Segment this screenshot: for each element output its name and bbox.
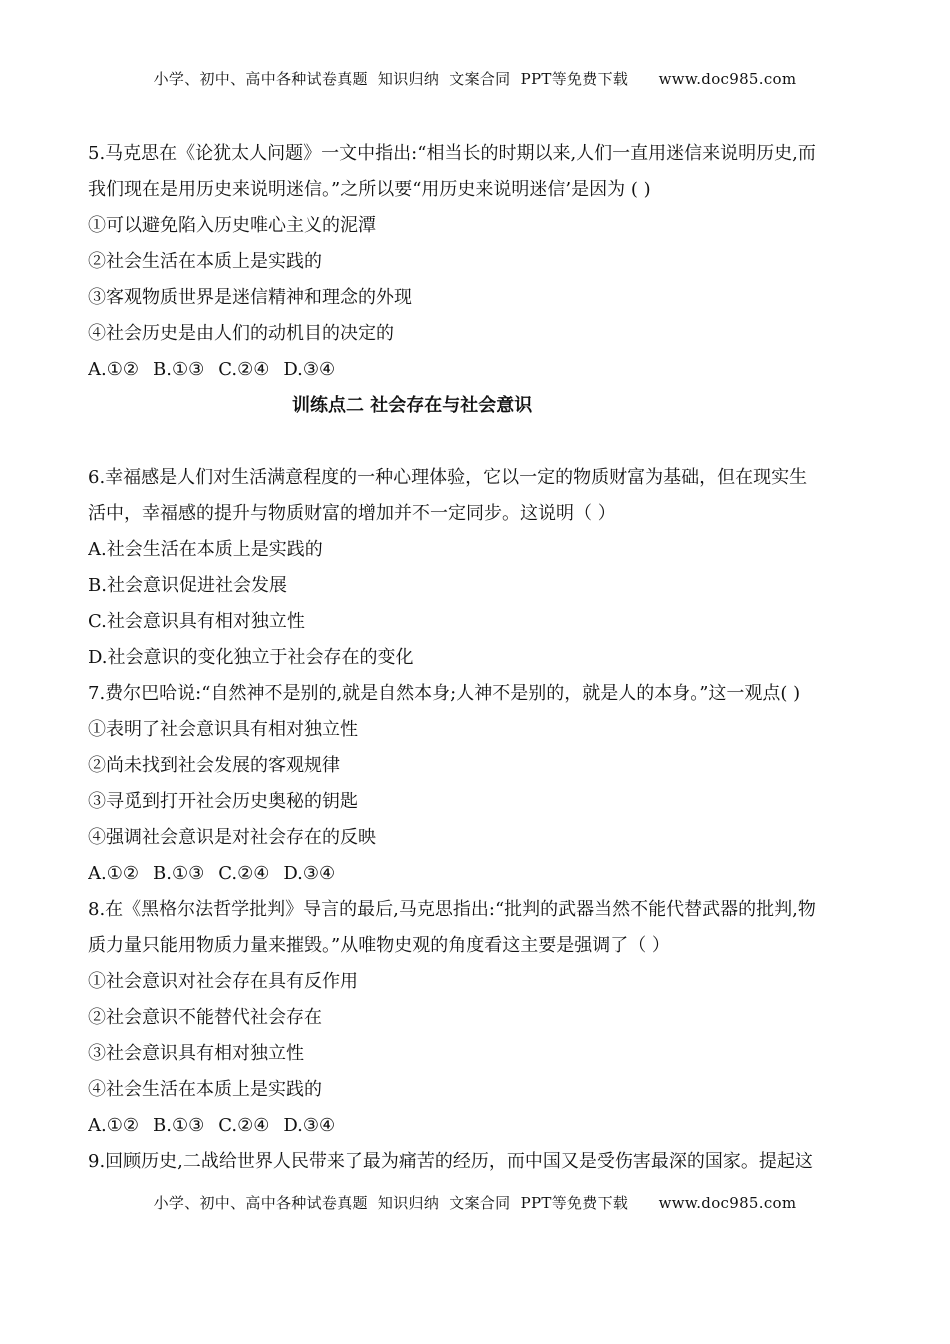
question-5-item-4: ④社会历史是由人们的动机目的决定的 — [88, 323, 394, 344]
question-7 — [88, 676, 868, 892]
question-8-item-3: ③社会意识具有相对独立性 — [88, 1043, 304, 1064]
question-5 — [88, 136, 868, 388]
question-7-item-3: ③寻觅到打开社会历史奥秘的钥匙 — [88, 791, 358, 812]
option-a: A.①② — [88, 1115, 139, 1136]
question-5-stem-line-1: 5.马克思在《论犹太人问题》一文中指出:“相当长的时期以来,人们一直用迷信来说明历史,而 — [88, 143, 816, 164]
question-5-stem-line-2: 我们现在是用历史来说明迷信。”之所以要“用历史来说明迷信’是因为 ( ) — [88, 179, 651, 200]
question-8 — [88, 892, 868, 1144]
option-b: B.①③ — [153, 359, 205, 380]
option-d: D.③④ — [283, 1115, 336, 1136]
question-8-item-4: ④社会生活在本质上是实践的 — [88, 1079, 322, 1100]
document-body — [88, 136, 868, 1180]
option-a: A.①② — [88, 863, 139, 884]
question-9 — [88, 1144, 868, 1180]
section-title: 训练点二 社会存在与社会意识 — [292, 395, 533, 416]
option-d: D.③④ — [283, 359, 336, 380]
option-b: B.①③ — [153, 1115, 205, 1136]
page-header: 小学、初中、高中各种试卷真题 知识归纳 文案合同 PPT等免费下载 www.doc985.com — [153, 70, 797, 88]
option-a: A.①② — [88, 359, 139, 380]
question-6-choice-b: B.社会意识促进社会发展 — [88, 575, 287, 596]
question-7-item-1: ①表明了社会意识具有相对独立性 — [88, 719, 358, 740]
question-6-choice-a: A.社会生活在本质上是实践的 — [88, 539, 323, 560]
option-c: C.②④ — [218, 863, 270, 884]
question-6-choice-c: C.社会意识具有相对独立性 — [88, 611, 305, 632]
option-c: C.②④ — [218, 1115, 270, 1136]
question-6 — [88, 460, 868, 676]
question-8-stem-line-1: 8.在《黑格尔法哲学批判》导言的最后,马克思指出:“批判的武器当然不能代替武器的批判,物 — [88, 899, 816, 920]
question-5-item-2: ②社会生活在本质上是实践的 — [88, 251, 322, 272]
question-6-stem-line-1: 6.幸福感是人们对生活满意程度的一种心理体验，它以一定的物质财富为基础，但在现实生 — [88, 467, 808, 488]
question-8-item-2: ②社会意识不能替代社会存在 — [88, 1007, 322, 1028]
question-8-options — [88, 1108, 868, 1144]
question-7-options — [88, 856, 868, 892]
question-7-item-4: ④强调社会意识是对社会存在的反映 — [88, 827, 376, 848]
question-8-stem-line-2: 质力量只能用物质力量来摧毁。”从唯物史观的角度看这主要是强调了（ ） — [88, 935, 670, 956]
question-5-item-3: ③客观物质世界是迷信精神和理念的外现 — [88, 287, 412, 308]
question-5-item-1: ①可以避免陷入历史唯心主义的泥潭 — [88, 215, 376, 236]
question-9-stem-line-1: 9.回顾历史,二战给世界人民带来了最为痛苦的经历，而中国又是受伤害最深的国家。提起这 — [88, 1151, 813, 1172]
option-b: B.①③ — [153, 863, 205, 884]
question-5-options — [88, 352, 868, 388]
question-6-choice-d: D.社会意识的变化独立于社会存在的变化 — [88, 647, 414, 668]
question-7-stem-line-1: 7.费尔巴哈说:“自然神不是别的,就是自然本身;人神不是别的，就是人的本身。”这一观点( ) — [88, 683, 801, 704]
option-d: D.③④ — [283, 863, 336, 884]
option-c: C.②④ — [218, 359, 270, 380]
question-6-stem-line-2: 活中，幸福感的提升与物质财富的增加并不一定同步。这说明（ ） — [88, 503, 616, 524]
question-8-item-1: ①社会意识对社会存在具有反作用 — [88, 971, 358, 992]
page-footer: 小学、初中、高中各种试卷真题 知识归纳 文案合同 PPT等免费下载 www.doc985.com — [153, 1194, 797, 1212]
question-7-item-2: ②尚未找到社会发展的客观规律 — [88, 755, 340, 776]
